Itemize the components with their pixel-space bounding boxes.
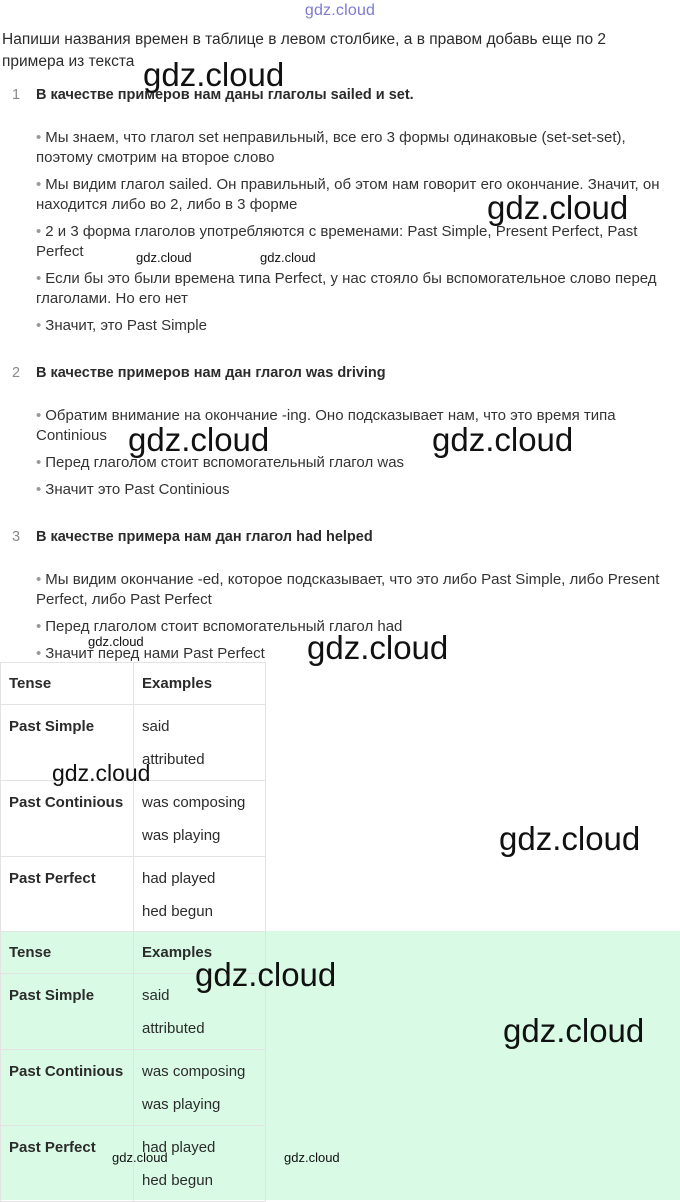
step-title-3: В качестве примера нам дан глагол had helped [36, 529, 373, 545]
watermark: gdz.cloud [136, 250, 192, 265]
step3-bullet-1: • Мы видим окончание -ed, которое подсказывает, что это либо Past Simple, либо Present Perfect, либо Past Perfect [36, 571, 660, 608]
watermark: gdz.cloud [143, 56, 285, 93]
table-row [1, 974, 266, 1050]
table-row [1, 1050, 266, 1126]
example-cell: was playing [142, 827, 221, 844]
watermark: gdz.cloud [52, 760, 151, 786]
watermark: gdz.cloud [284, 1150, 340, 1165]
answer-table [0, 931, 266, 1202]
example-cell: was playing [142, 1096, 221, 1113]
site-logo[interactable]: gdz.cloud [304, 2, 376, 19]
tense-table [0, 662, 266, 933]
example-cell: had played [142, 1139, 216, 1156]
example-cell: said [142, 987, 170, 1004]
step-title-1: В качестве примеров нам даны глаголы sailed и set. [36, 87, 414, 103]
example-cell: hed begun [142, 1172, 213, 1189]
watermark: gdz.cloud [195, 956, 337, 993]
step3-bullet-3: • Значит перед нами Past Perfect [36, 645, 265, 662]
watermark: gdz.cloud [499, 820, 641, 857]
example-cell: said [142, 718, 170, 735]
example-cell: hed begun [142, 903, 213, 920]
header-examples: Examples [134, 663, 266, 705]
watermark: gdz.cloud [260, 250, 316, 265]
example-cell: attributed [142, 751, 205, 768]
table-header-row [1, 663, 266, 705]
step1-bullet-5: • Значит, это Past Simple [36, 317, 207, 334]
table-row [1, 1126, 266, 1202]
step-number-3: 3 [12, 529, 21, 545]
table-row [1, 781, 266, 857]
table-header-row [1, 932, 266, 974]
watermark: gdz.cloud [112, 1150, 168, 1165]
watermark: gdz.cloud [503, 1012, 645, 1049]
step1-bullet-2: • Мы видим глагол sailed. Он правильный, об этом нам говорит его окончание. Значит, он находится либо во 2, либо в 3 форме [36, 176, 660, 213]
example-cell: had played [142, 870, 216, 887]
step-number-1: 1 [12, 87, 21, 103]
tense-cell: Past Simple [9, 987, 95, 1004]
step-number-2: 2 [12, 365, 21, 381]
task-text: Напиши названия времен в таблице в левом столбике, а в правом добавь еще по 2 примера из текста [2, 31, 607, 70]
example-cell: attributed [142, 1020, 205, 1037]
watermark: gdz.cloud [88, 634, 144, 649]
step2-bullet-2: • Перед глаголом стоит вспомогательный глагол was [36, 454, 405, 471]
header-tense: Tense [1, 663, 134, 705]
step-title-2: В качестве примеров нам дан глагол was driving [36, 365, 386, 381]
header-tense: Tense [1, 932, 134, 974]
example-cell: was composing [142, 794, 246, 811]
step1-bullet-1: • Мы знаем, что глагол set неправильный, все его 3 формы одинаковые (set-set-set), поэтому смотрим на второе слово [36, 129, 626, 166]
watermark: gdz.cloud [307, 629, 449, 666]
step1-bullet-4: • Если бы это были времена типа Perfect, у нас стояло бы вспомогательное слово перед глаголами. Но его нет [36, 270, 657, 307]
step2-bullet-1: • Обратим внимание на окончание -ing. Оно подсказывает нам, что это время типа Continious [36, 407, 616, 444]
tense-cell: Past Perfect [9, 1139, 96, 1156]
table-row [1, 705, 266, 781]
example-cell: was composing [142, 1063, 246, 1080]
watermark: gdz.cloud [432, 421, 574, 458]
tense-cell: Past Continious [9, 1063, 124, 1080]
table-row [1, 857, 266, 933]
tense-cell: Past Continious [9, 794, 124, 811]
watermark: gdz.cloud [487, 189, 629, 226]
step3-bullet-2: • Перед глаголом стоит вспомогательный глагол had [36, 618, 403, 635]
tense-cell: Past Simple [9, 718, 95, 735]
watermark: gdz.cloud [128, 421, 270, 458]
step2-bullet-3: • Значит это Past Continious [36, 481, 230, 498]
step1-bullet-3: • 2 и 3 форма глаголов употребляются с временами: Past Simple, Present Perfect, Past Perfect [36, 223, 638, 260]
tense-cell: Past Perfect [9, 870, 96, 887]
header-examples: Examples [134, 932, 266, 974]
